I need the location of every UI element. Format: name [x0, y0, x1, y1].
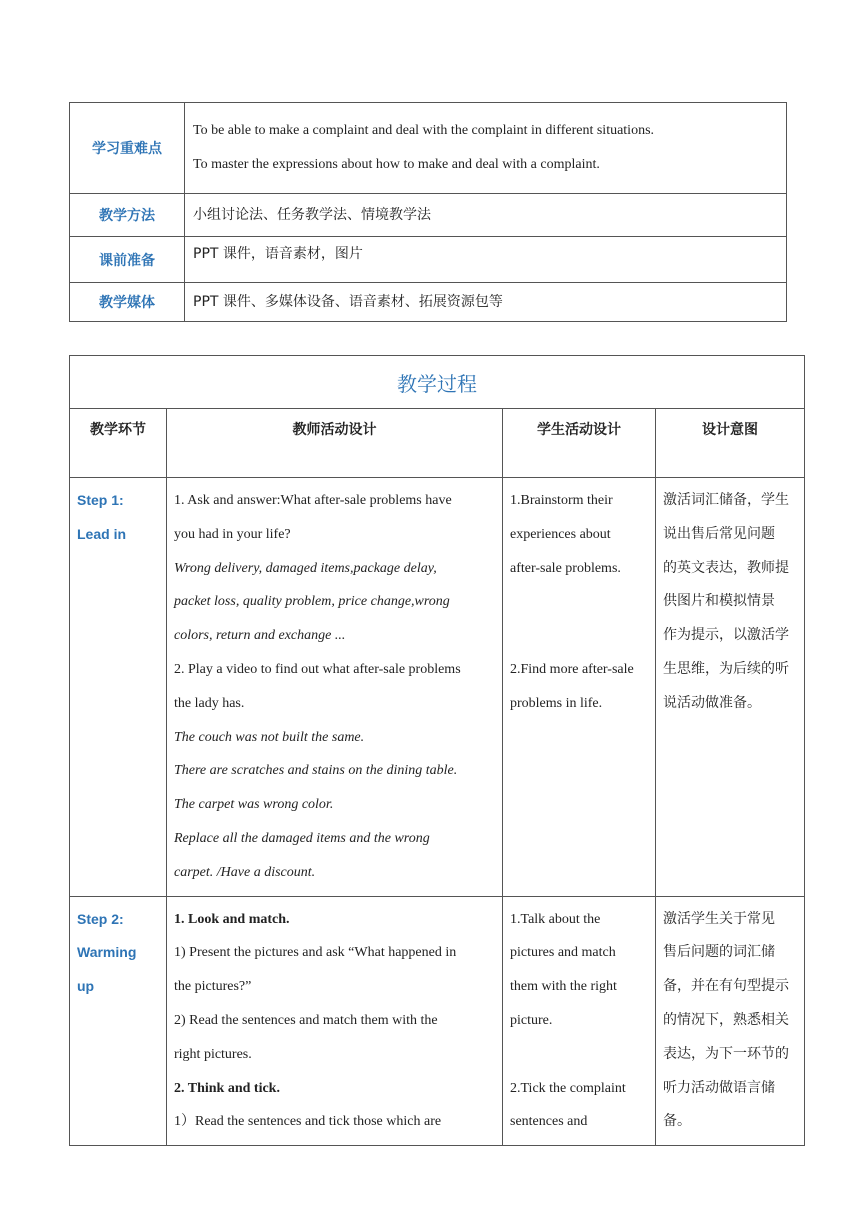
info-value: PPT 课件，语音素材，图片	[185, 237, 787, 283]
student-line: 1.Brainstorm their	[510, 493, 613, 508]
teacher-line: 1. Ask and answer:What after-sale problems have	[174, 493, 452, 508]
info-label: 课前准备	[70, 237, 185, 283]
intent-line: 生思维，为后续的听	[663, 660, 789, 677]
teacher-line: 1) Present the pictures and ask “What happened in	[174, 945, 457, 961]
intent-line: 听力活动做语言储	[663, 1079, 775, 1096]
teacher-line: the pictures?”	[174, 979, 252, 995]
step-label: Step 2:	[77, 910, 124, 927]
info-label: 学习重难点	[70, 103, 185, 194]
student-activity	[503, 896, 656, 1146]
spacer	[510, 1038, 648, 1072]
info-label: 教学媒体	[70, 283, 185, 322]
intent-line: 作为提示，以激活学	[663, 627, 789, 644]
info-table	[69, 102, 787, 322]
process-title: 教学过程	[70, 356, 805, 409]
step-name: Warming	[77, 944, 137, 961]
header-step: 教学环节	[70, 409, 167, 478]
teacher-line: you had in your life?	[174, 526, 291, 542]
info-value: PPT 课件、多媒体设备、语音素材、拓展资源包等	[185, 283, 787, 322]
teacher-line: 2) Read the sentences and match them with the	[174, 1012, 438, 1028]
teacher-line: 1. Look and match.	[174, 911, 290, 927]
teacher-line: packet loss, quality problem, price change,wrong	[174, 594, 450, 610]
intent-line: 的情况下，熟悉相关	[663, 1011, 789, 1028]
teacher-line: 2. Play a video to find out what after-sale problems	[174, 661, 461, 677]
teacher-activity	[167, 896, 503, 1146]
student-line: problems in life.	[510, 695, 603, 711]
design-intent	[656, 478, 805, 897]
intent-line: 供图片和模拟情景	[663, 593, 775, 610]
header-intent: 设计意图	[656, 409, 805, 478]
intent-line: 表达，为下一环节的	[663, 1045, 789, 1062]
intent-line: 的英文表达，教师提	[663, 559, 789, 576]
teacher-line: 2. Think and tick.	[174, 1080, 280, 1096]
teacher-line: Wrong delivery, damaged items,package delay,	[174, 560, 437, 576]
student-line: 2.Tick the complaint	[510, 1080, 626, 1096]
student-line: pictures and match	[510, 945, 616, 961]
info-line: To master the expressions about how to make and deal with a complaint.	[193, 157, 600, 172]
info-value	[185, 103, 787, 194]
student-line: after-sale problems.	[510, 560, 621, 576]
student-line: experiences about	[510, 526, 611, 542]
intent-line: 说活动做准备。	[663, 694, 761, 711]
header-teacher: 教师活动设计	[167, 409, 503, 478]
step-name: Lead in	[77, 525, 127, 542]
info-label: 教学方法	[70, 194, 185, 237]
step-cell	[70, 896, 167, 1146]
step-cell	[70, 478, 167, 897]
teacher-line: Replace all the damaged items and the wrong	[174, 830, 430, 846]
student-activity	[503, 478, 656, 897]
step-label: Step 1:	[77, 492, 124, 508]
teacher-line: the lady has.	[174, 695, 245, 711]
student-line: 2.Find more after-sale	[510, 661, 634, 677]
spacer	[510, 585, 648, 653]
design-intent	[656, 896, 805, 1146]
intent-line: 说出售后常见问题	[663, 525, 775, 542]
step-name: up	[77, 978, 95, 995]
teacher-line: There are scratches and stains on the dining table.	[174, 763, 458, 779]
student-line: 1.Talk about the	[510, 911, 601, 927]
teacher-activity	[167, 478, 503, 897]
intent-line: 备。	[663, 1113, 691, 1130]
student-line: sentences and	[510, 1114, 588, 1130]
teacher-line: right pictures.	[174, 1046, 252, 1062]
info-value: 小组讨论法、任务教学法、情境教学法	[185, 194, 787, 237]
process-table	[69, 355, 805, 1146]
student-line: picture.	[510, 1012, 553, 1028]
teacher-line: The couch was not built the same.	[174, 729, 365, 745]
intent-line: 激活学生关于常见	[663, 910, 775, 927]
info-line: To be able to make a complaint and deal with the complaint in different situations.	[193, 123, 655, 138]
student-line: them with the right	[510, 979, 617, 995]
intent-line: 激活词汇储备，学生	[663, 492, 789, 508]
teacher-line: The carpet was wrong color.	[174, 797, 334, 813]
intent-line: 售后问题的词汇储	[663, 944, 775, 961]
teacher-line: carpet. /Have a discount.	[174, 864, 316, 880]
teacher-line: 1）Read the sentences and tick those which are	[174, 1114, 442, 1130]
teacher-line: colors, return and exchange ...	[174, 628, 346, 644]
header-student: 学生活动设计	[503, 409, 656, 478]
intent-line: 备，并在有句型提示	[663, 978, 789, 995]
